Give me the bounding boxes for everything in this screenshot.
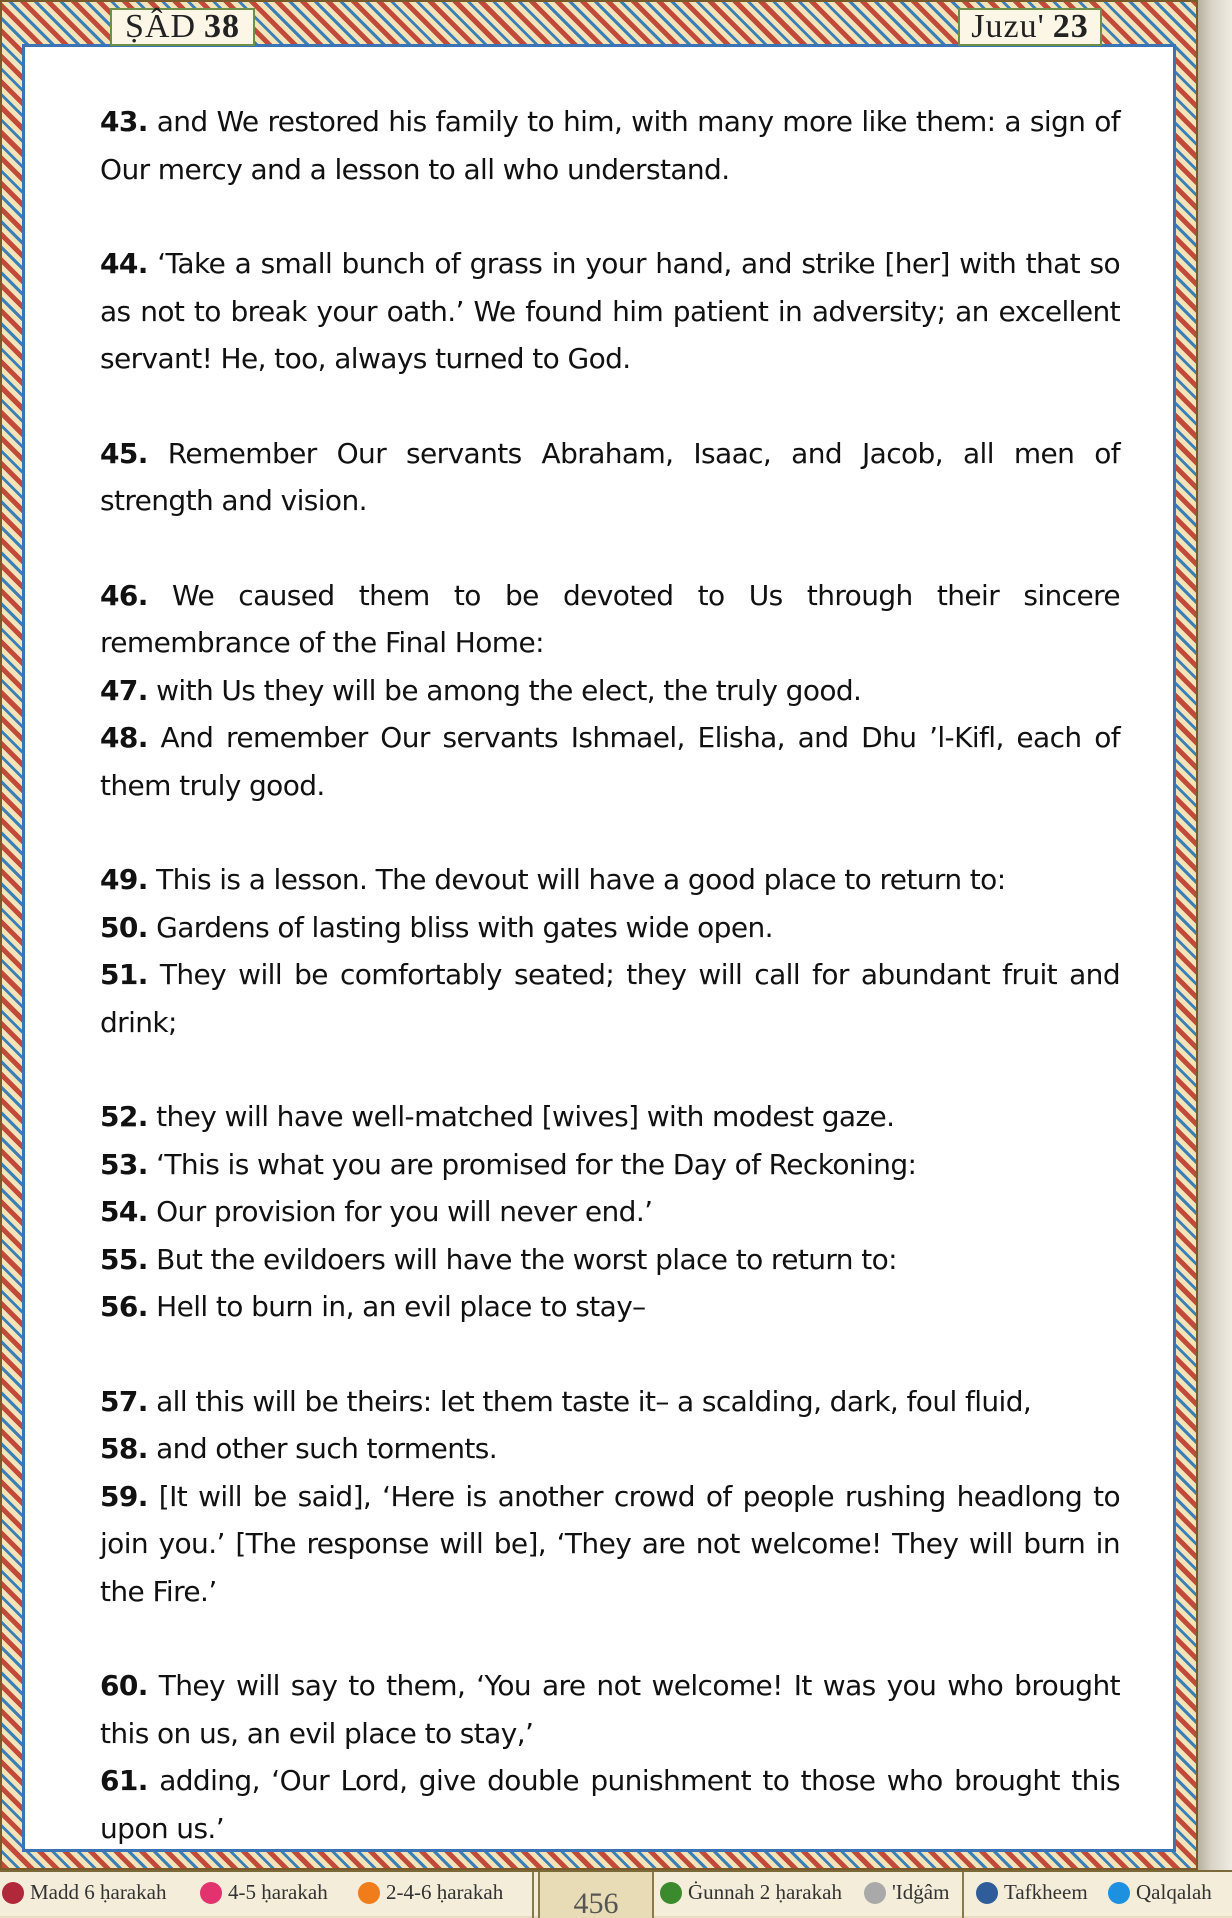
verse-46: 46. We caused them to be devoted to Us through their sincere remembrance of the Final Home:: [100, 578, 1120, 659]
verse-59: 59. [It will be said], ‘Here is another crowd of people rushing headlong to join you.’ [The response will be], ‘They are not welcome! They will burn in the Fire.’: [100, 1479, 1120, 1608]
h246-dot-icon: [358, 1882, 380, 1904]
surah-name: ṢÂD: [124, 8, 197, 45]
verse-58: 58. and other such torments.: [100, 1432, 498, 1465]
verse-50: 50. Gardens of lasting bliss with gates wide open.: [100, 910, 773, 944]
legend-qalqalah: Qalqalah: [1108, 1880, 1212, 1905]
juz-header: [958, 8, 1102, 46]
legend-2-4-6: 2-4-6 ḥarakah: [358, 1880, 503, 1905]
page-edge-shadow: [1198, 0, 1232, 1916]
gunnah-dot-icon: [660, 1882, 682, 1904]
madd6-dot-icon: [2, 1882, 24, 1904]
tajweed-legend: [0, 1870, 1232, 1916]
verse-47: 47. with Us they will be among the elect, the truly good.: [100, 673, 862, 707]
legend-idgham: 'Idġâm: [864, 1880, 949, 1905]
verse-44: 44. ‘Take a small bunch of grass in your hand, and strike [her] with that so as not to break your oath.’ We found him patient in adversity; an excellent servant! He, too, always turned to God.: [100, 247, 1120, 375]
verse-56: 56. Hell to burn in, an evil place to stay–: [100, 1290, 646, 1323]
verse-49: 49. This is a lesson. The devout will have a good place to return to:: [100, 863, 1006, 896]
verse-51: 51. They will be comfortably seated; they will call for abundant fruit and drink;: [100, 958, 1120, 1039]
surah-header: [110, 8, 255, 46]
verse-45: 45. Remember Our servants Abraham, Isaac, and Jacob, all men of strength and vision.: [100, 436, 1120, 517]
juz-label: Juzu': [971, 8, 1045, 45]
h45-dot-icon: [200, 1882, 222, 1904]
legend-4-5: 4-5 ḥarakah: [200, 1880, 328, 1905]
juz-number: 23: [1052, 8, 1089, 45]
verse-57: 57. all this will be theirs: let them taste it– a scalding, dark, foul fluid,: [100, 1384, 1032, 1418]
qalqalah-dot-icon: [1108, 1882, 1130, 1904]
legend-madd6: Madd 6 ḥarakah: [2, 1880, 166, 1905]
idgham-dot-icon: [864, 1882, 886, 1904]
verse-52: 52. they will have well-matched [wives] with modest gaze.: [100, 1100, 895, 1133]
verse-55: 55. But the evildoers will have the worst place to return to:: [100, 1242, 897, 1276]
verse-60: 60. They will say to them, ‘You are not welcome! It was you who brought this on us, an evil place to stay,’: [100, 1669, 1120, 1750]
verse-61: 61. adding, ‘Our Lord, give double punishment to those who brought this upon us.’: [100, 1764, 1120, 1845]
legend-tafkheem: Tafkheem: [976, 1880, 1088, 1905]
translation-text: [100, 98, 1120, 1852]
page-number: 456: [538, 1872, 654, 1918]
verse-48: 48. And remember Our servants Ishmael, Elisha, and Dhu ’l-Kifl, each of them truly good.: [100, 721, 1120, 802]
surah-number: 38: [204, 8, 241, 45]
verse-53: 53. ‘This is what you are promised for the Day of Reckoning:: [100, 1147, 917, 1181]
verse-54: 54. Our provision for you will never end.’: [100, 1195, 653, 1228]
tafkheem-dot-icon: [976, 1882, 998, 1904]
legend-gunnah: Ġunnah 2 ḥarakah: [660, 1880, 842, 1905]
verse-43: 43. and We restored his family to him, with many more like them: a sign of Our mercy and a lesson to all who understand.: [100, 105, 1120, 186]
